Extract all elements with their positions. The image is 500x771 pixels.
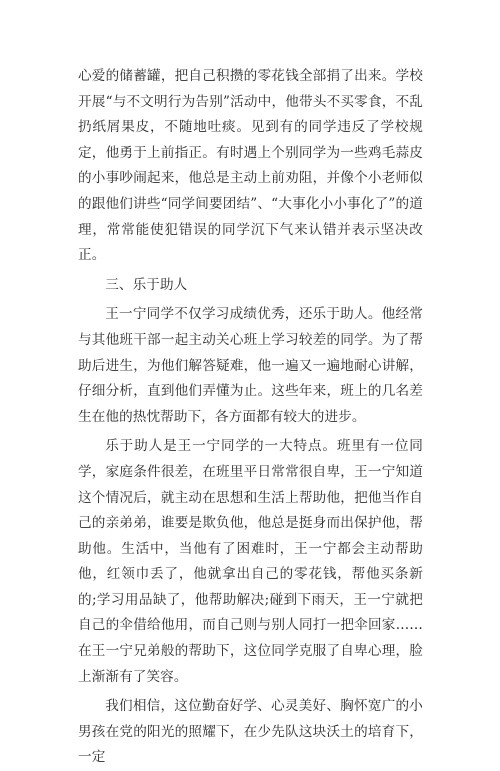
paragraph-body: 我们相信，这位勤奋好学、心灵美好、胸怀宽广的小男孩在党的阳光的照耀下，在少先队这块沃土的培育下，一定 [78,698,423,766]
paragraph-body: 乐于助人是王一宁同学的一大特点。班里有一位同学，家庭条件很差，在班里平日常常很自卑，王一宁知道这个情况后，就主动在思想和生活上帮助他，把他当作自己的亲弟弟，谁要是欺负他，他总是挺身而出保护他，帮助他。生活中，当他有了困难时，王一宁都会主动帮助他，红领巾丢了，他就拿出自己的零花钱，帮他买条新的;学习用品缺了，他帮助解决;碰到下雨天，王一宁就把自己的伞借给他用，而自己则与别人同打一把伞回家……在王一宁兄弟般的帮助下，这位同学克服了自卑心理，脸上渐渐有了笑容。 [78,438,423,685]
paragraph-body: 王一宁同学不仅学习成绩优秀，还乐于助人。他经常与其他班干部一起主动关心班上学习较差的同学。为了帮助后进生，为他们解答疑难，他一遍又一遍地耐心讲解，仔细分析，直到他们弄懂为止。这些年来，班上的几名差生在他的热忱帮助下，各方面都有较大的进步。 [78,306,423,425]
paragraph-continuation: 心爱的储蓄罐，把自己积攒的零花钱全部捐了出来。学校开展“与不文明行为告别”活动中，他带头不买零食，不乱扔纸屑果皮，不随地吐痰。见到有的同学违反了学校规定，他勇于上前指正。有时遇上个别同学为一些鸡毛蒜皮的小事吵闹起来，他总是主动上前劝阻，并像个小老师似的跟他们讲些“同学间要团结”、“大事化小小事化了”的道理，常常能使犯错误的同学沉下气来认错并表示坚决改正。 [78,68,423,264]
document-body [78,64,423,771]
section-heading: 三、乐于助人 [105,276,188,293]
